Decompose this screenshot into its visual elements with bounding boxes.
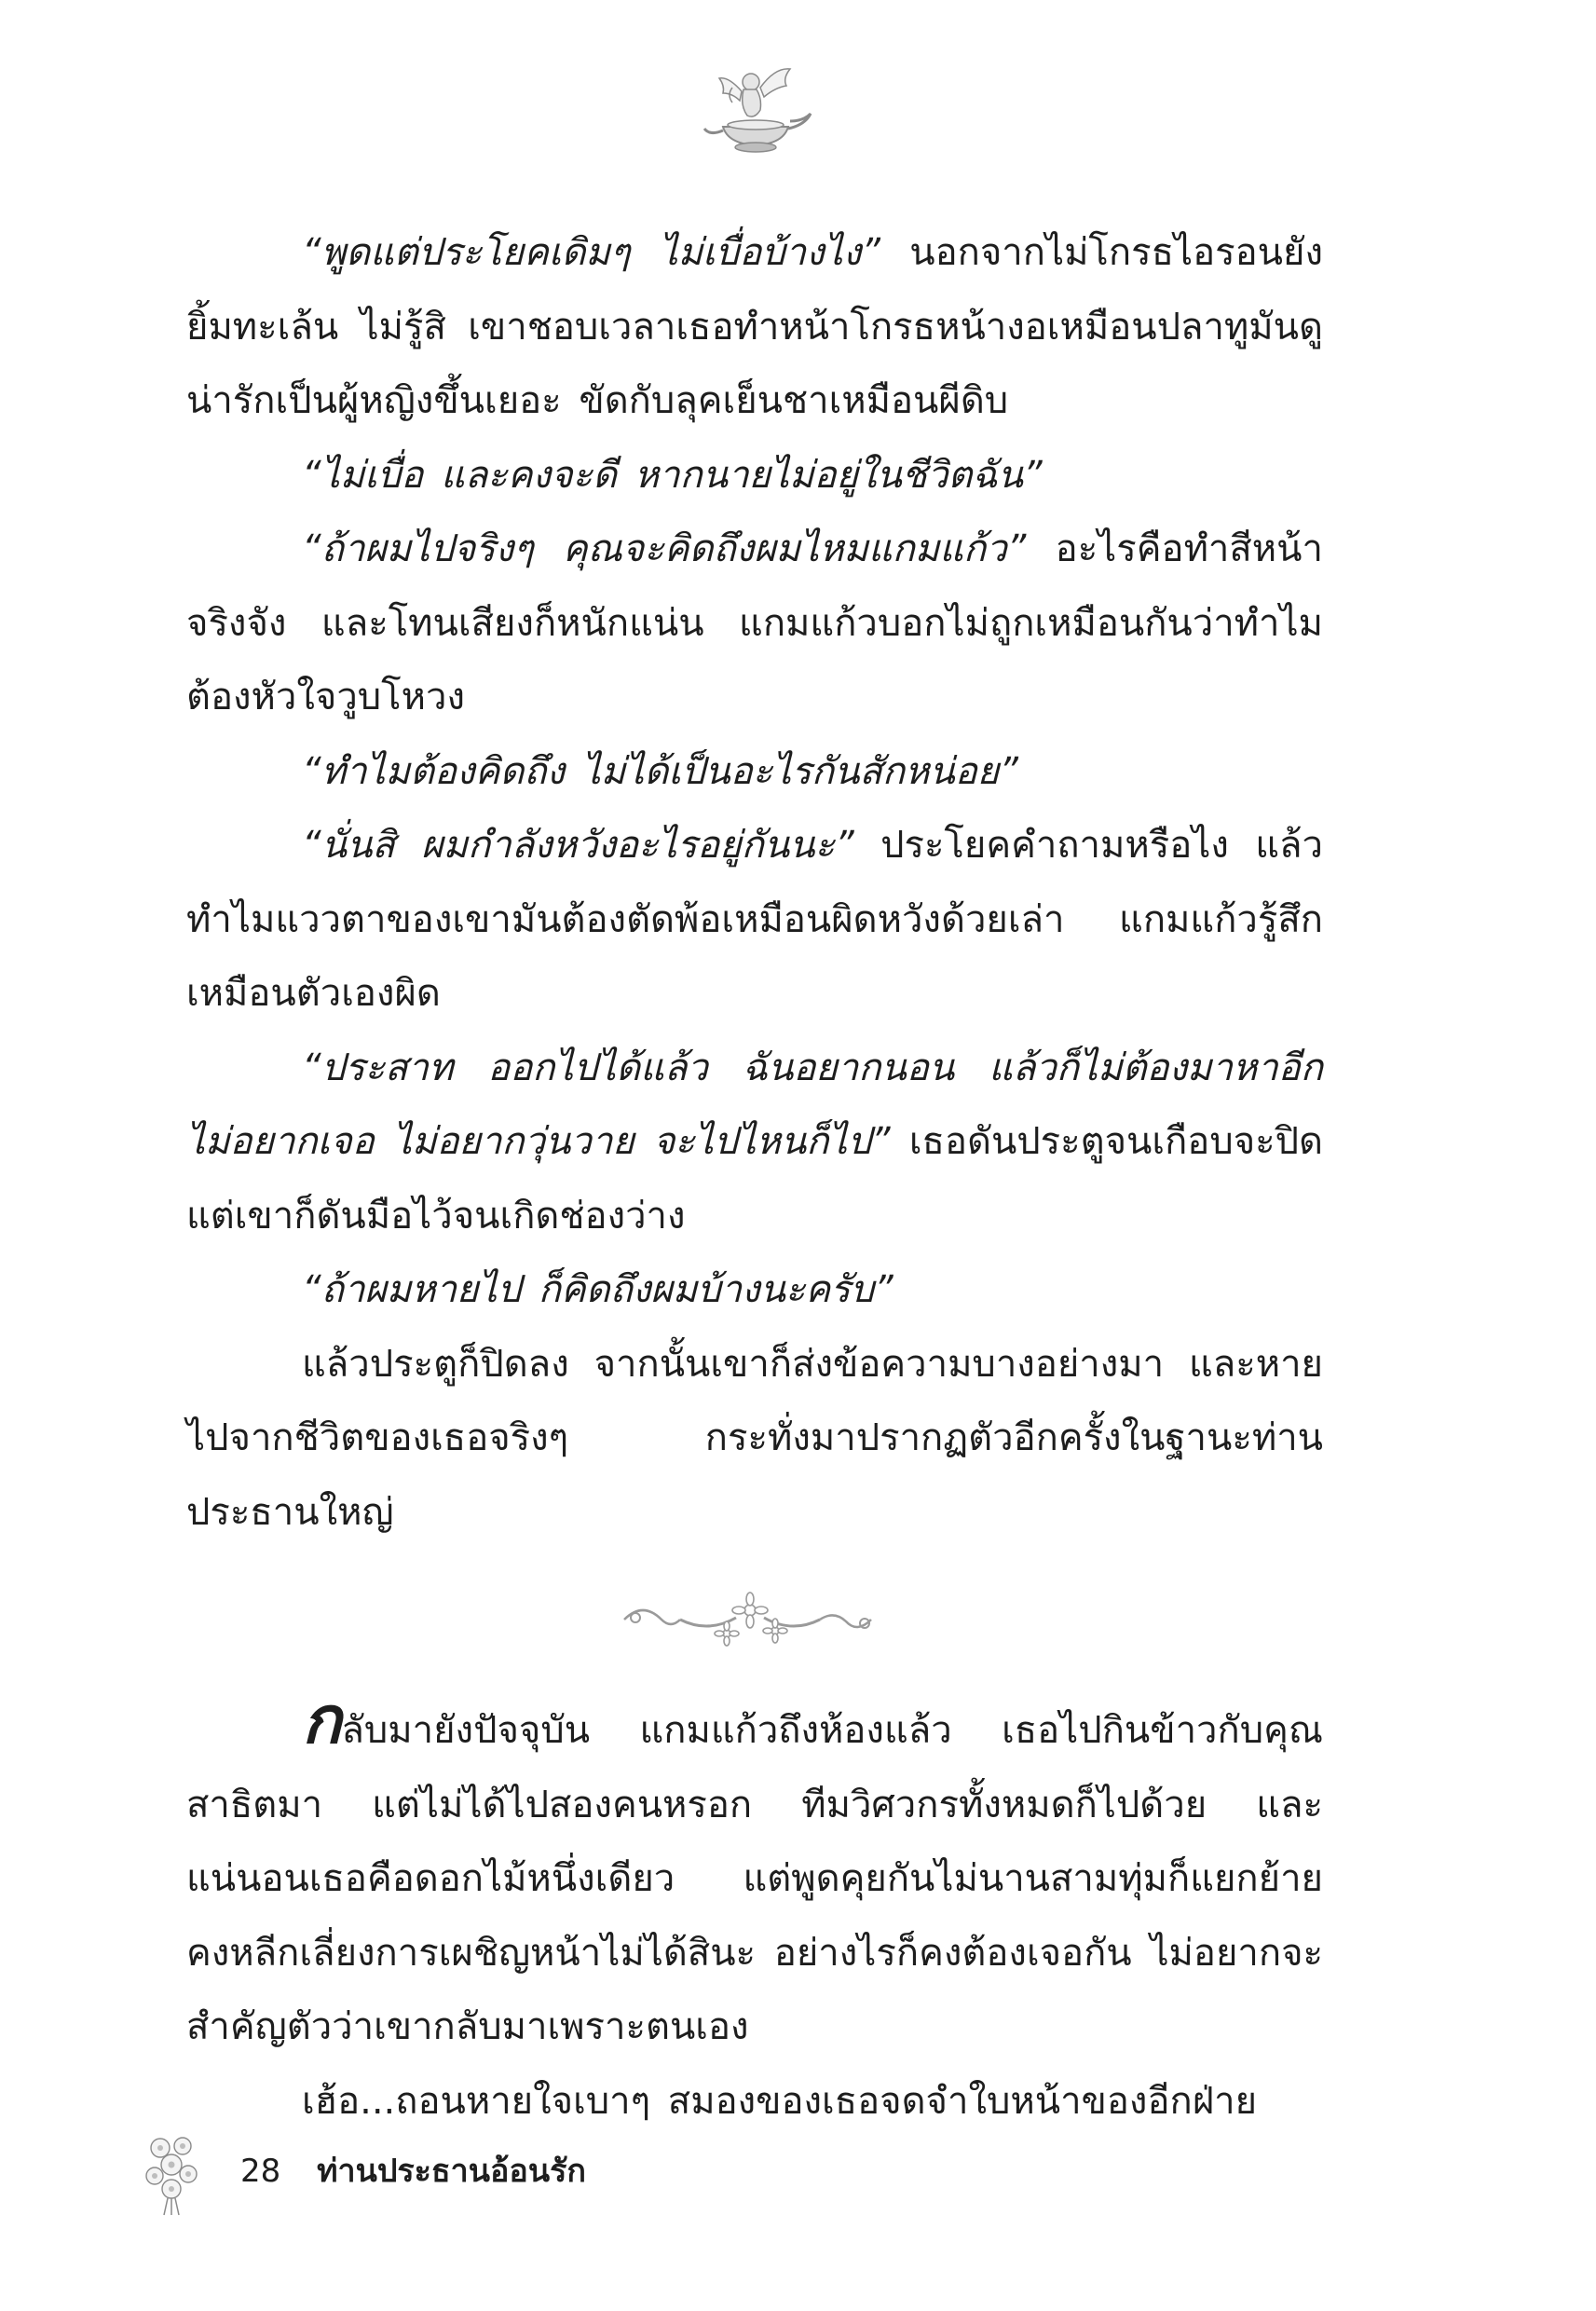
dialogue-quote: “ประสาท ออกไปได้แล้ว ฉันอยากนอน แล้วก็ไม่ต้องมาหาอีก ไม่อยากเจอ ไม่อยากวุ่นวาย จะไปไหนก็ไป” [186, 1046, 1323, 1163]
floral-divider-icon [615, 1582, 885, 1657]
narration-text: เธอดันประตูจนเกือบจะปิด แต่เขาก็ดันมือไว้จนเกิดช่องว่าง [186, 1120, 1323, 1238]
dialogue-quote: “พูดแต่ประโยคเดิมๆ ไม่เบื่อบ้างไง” [302, 231, 880, 274]
narration-text: แล้วประตูก็ปิดลง จากนั้นเขาก็ส่งข้อความบางอย่างมา และหายไปจากชีวิตของเธอจริงๆ กระทั่งมาปรากฏตัวอีกครั้งในฐานะท่านประธานใหญ่ [186, 1342, 1323, 1534]
story-text-block [186, 216, 1323, 1550]
paragraph [186, 1328, 1323, 1551]
paragraph [186, 809, 1323, 1032]
paragraph [186, 2065, 1323, 2140]
paragraph [186, 735, 1323, 810]
dialogue-quote: “ไม่เบื่อ และคงจะดี หากนายไม่อยู่ในชีวิตฉัน” [302, 453, 1043, 497]
paragraph [186, 439, 1323, 513]
paragraph [186, 1253, 1323, 1328]
page-number: 28 [240, 2153, 281, 2190]
story-text-block [186, 1682, 1323, 2139]
paragraph [186, 1032, 1323, 1254]
paragraph [186, 1682, 1323, 2065]
paragraph [186, 513, 1323, 735]
narration-text: เฮ้อ...ถอนหายใจเบาๆ สมองของเธอจดจำใบหน้าของอีกฝ่าย [302, 2079, 1258, 2123]
narration-text: ลับมายังปัจจุบัน แกมแก้วถึงห้องแล้ว เธอไปกินข้าวกับคุณสาธิตมา แต่ไม่ได้ไปสองคนหรอก ทีมวิศวกรทั้งหมดก็ไปด้วย และแน่นอนเธอคือดอกไม้หนึ่งเดียว แต่พูดคุยกันไม่นานสามทุ่มก็แยกย้าย คงหลีกเลี่ยงการเผชิญหน้าไม่ได้สินะ อย่างไรก็คงต้องเจอกัน ไม่อยากจะสำคัญตัวว่าเขากลับมาเพราะตนเอง [186, 1709, 1323, 2048]
book-title: ท่านประธานอ้อนรัก [317, 2153, 586, 2190]
flower-bouquet-icon [140, 2129, 205, 2218]
dialogue-quote: “ถ้าผมหายไป ก็คิดถึงผมบ้างนะครับ” [302, 1268, 893, 1311]
page-footer [240, 2148, 586, 2195]
paragraph [186, 216, 1323, 439]
narration-text: ประโยคคำถามหรือไง แล้วทำไมแววตาของเขามันต้องตัดพ้อเหมือนผิดหวังด้วยเล่า แกมแก้วรู้สึกเหมือนตัวเองผิด [186, 824, 1323, 1015]
dialogue-quote: “ถ้าผมไปจริงๆ คุณจะคิดถึงผมไหมแกมแก้ว” [302, 527, 1027, 570]
dialogue-quote: “นั่นสิ ผมกำลังหวังอะไรอยู่กันนะ” [302, 824, 854, 867]
narration-text: นอกจากไม่โกรธไอรอนยังยิ้มทะเล้น ไม่รู้สิ เขาชอบเวลาเธอทำหน้าโกรธหน้างอเหมือนปลาทูมันดูน่ารักเป็นผู้หญิงขึ้นเยอะ ขัดกับลุคเย็นชาเหมือนผีดิบ [186, 231, 1323, 422]
dialogue-quote: “ทำไมต้องคิดถึง ไม่ได้เป็นอะไรกันสักหน่อย” [302, 749, 1018, 793]
narration-text: อะไรคือทำสีหน้าจริงจัง และโทนเสียงก็หนักแน่น แกมแก้วบอกไม่ถูกเหมือนกันว่าทำไมต้องหัวใจวูบโหวง [186, 527, 1323, 718]
drop-cap: ก [302, 1682, 342, 1758]
cupid-teapot-icon [686, 54, 825, 166]
